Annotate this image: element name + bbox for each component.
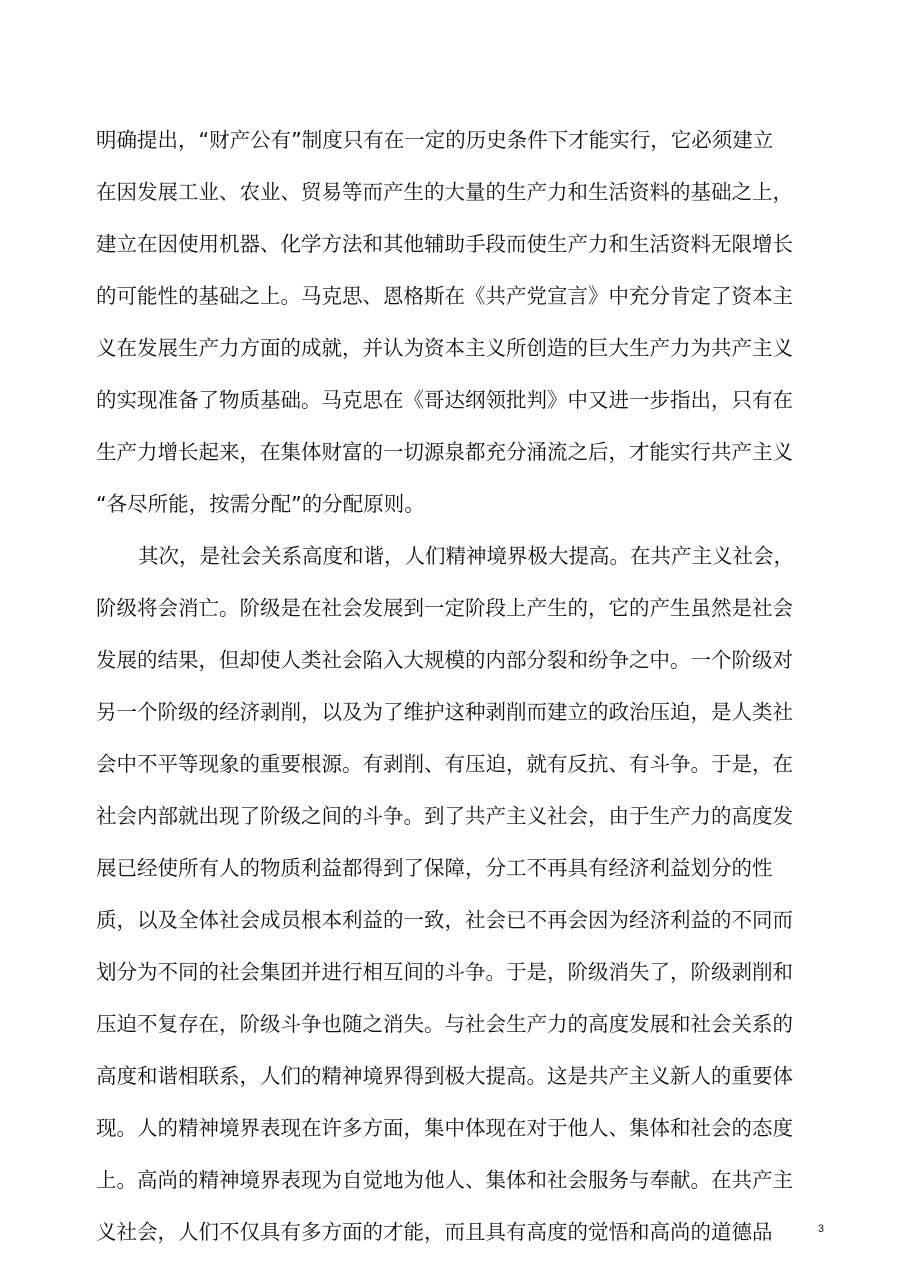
text-line-5: 义在发展生产力方面的成就，并认为资本主义所创造的巨大生产力为共产主义 [96,336,793,360]
text-line-2: 在因发展工业、农业、贸易等而产生的大量的生产力和生活资料的基础之上， [96,180,793,204]
text-line-12: 另一个阶级的经济剥削，以及为了维护这种剥削而建立的政治压迫，是人类社 [96,700,793,724]
text-line-1: 明确提出，“财产公有”制度只有在一定的历史条件下才能实行，它必须建立 [96,128,774,152]
page-number: 3 [817,1223,824,1235]
text-line-11: 发展的结果，但却使人类社会陷入大规模的内部分裂和纷争之中。一个阶级对 [96,648,793,672]
text-line-22: 义社会，人们不仅具有多方面的才能，而且具有高度的觉悟和高尚的道德品 [96,1220,773,1244]
text-line-13: 会中不平等现象的重要根源。有剥削、有压迫，就有反抗、有斗争。于是，在 [96,752,793,776]
text-line-8: “各尽所能，按需分配”的分配原则。 [96,492,425,516]
text-line-7: 生产力增长起来，在集体财富的一切源泉都充分涌流之后，才能实行共产主义 [96,440,793,464]
text-line-4: 的可能性的基础之上。马克思、恩格斯在《共产党宣言》中充分肯定了资本主 [96,284,793,308]
text-line-6: 的实现准备了物质基础。马克思在《哥达纲领批判》中又进一步指出，只有在 [96,388,793,412]
text-line-16: 质，以及全体社会成员根本利益的一致，社会已不再会因为经济利益的不同而 [96,908,793,932]
text-line-15: 展已经使所有人的物质利益都得到了保障，分工不再具有经济利益划分的性 [96,856,773,880]
text-line-18: 压迫不复存在，阶级斗争也随之消失。与社会生产力的高度发展和社会关系的 [96,1012,793,1036]
paragraph-2-first-line: 其次，是社会关系高度和谐，人们精神境界极大提高。在共产主义社会， [138,544,794,568]
text-line-14: 社会内部就出现了阶级之间的斗争。到了共产主义社会，由于生产力的高度发 [96,804,793,828]
text-line-17: 划分为不同的社会集团并进行相互间的斗争。于是，阶级消失了，阶级剥削和 [96,960,793,984]
text-line-3: 建立在因使用机器、化学方法和其他辅助手段而使生产力和生活资料无限增长 [96,232,793,256]
text-line-21: 上。高尚的精神境界表现为自觉地为他人、集体和社会服务与奉献。在共产主 [96,1168,793,1192]
text-line-19: 高度和谐相联系，人们的精神境界得到极大提高。这是共产主义新人的重要体 [96,1064,793,1088]
text-line-10: 阶级将会消亡。阶级是在社会发展到一定阶段上产生的，它的产生虽然是社会 [96,596,793,620]
text-line-20: 现。人的精神境界表现在许多方面，集中体现在对于他人、集体和社会的态度 [96,1116,793,1140]
